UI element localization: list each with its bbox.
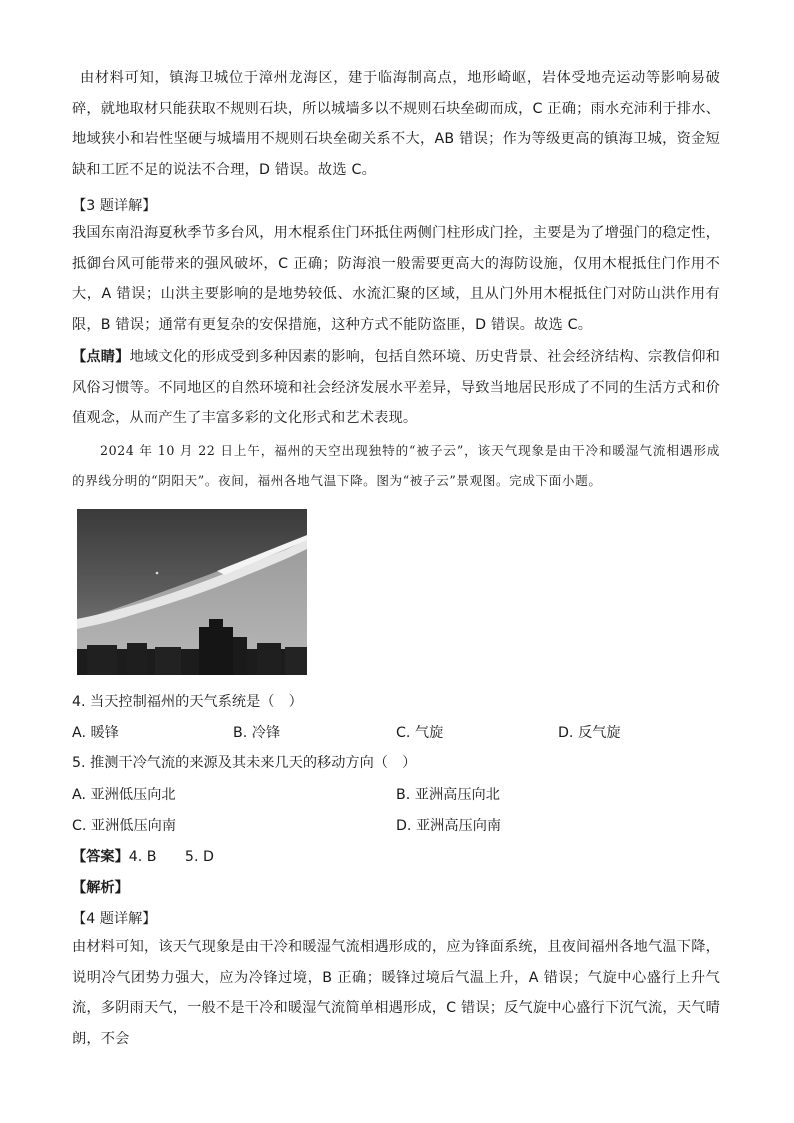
dianjing-label: 【点睛】 [72,349,130,365]
question-5-stem: 5. 推测干冷气流的来源及其未来几天的移动方向（ ） [72,755,417,771]
q5-option-b: B. 亚洲高压向北 [396,787,500,803]
question-4-stem: 4. 当天控制福州的天气系统是（ ） [72,694,303,710]
q4-option-a: A. 暖锋 [72,725,119,741]
q4-option-b: B. 冷锋 [233,725,281,741]
q4-detail-heading: 【4 题详解】 [72,911,157,927]
q4-option-c: C. 气旋 [396,725,444,741]
answer-value: 4. B 5. D [128,849,214,865]
q5-option-a: A. 亚洲低压向北 [72,787,176,803]
dianjing-text: 地域文化的形成受到多种因素的影响，包括自然环境、历史背景、社会经济结构、宗教信仰和风俗习惯等。不同地区的自然环境和社会经济发展水平差异，导致当地居民形成了不同的生活方式和价值观念，从而产生了丰富多彩的文化形式和艺术表现。 [72,349,720,426]
quilt-cloud-photo [77,509,307,675]
q5-option-d: D. 亚洲高压向南 [396,818,502,834]
paragraph-material: 2024 年 10 月 22 日上午，福州的天空出现独特的“被子云”，该天气现象是由干冷和暖湿气流相遇形成的界线分明的“阴阳天”。夜间，福州各地气温下降。图为“被子云”景观图。完成下面小题。 [72,443,720,488]
paragraph-q4-analysis: 由材料可知，该天气现象是由干冷和暖湿气流相遇形成的，应为锋面系统，且夜间福州各地气温下降，说明冷气团势力强大，应为冷锋过境，B 正确；暖锋过境后气温上升，A 错误；气旋中心盛行上升气流，多阴雨天气，一般不是干冷和暖湿气流简单相遇形成，C 错误；反气旋中心盛行下沉气流，天气晴朗，不会 [72,939,720,1047]
analysis-label: 【解析】 [72,880,129,896]
paragraph-q2-analysis: 由材料可知，镇海卫城位于漳州龙海区，建于临海制高点，地形崎岖，岩体受地壳运动等影响易破碎，就地取材只能获取不规则石块，所以城墙多以不规则石块垒砌而成，C 正确；雨水充沛利于排水、地域狭小和岩性坚硬与城墙用不规则石块垒砌关系不大，AB 错误；作为等级更高的镇海卫城，资金短缺和工匠不足的说法不合理，D 错误。故选 C。 [72,70,720,178]
q4-option-d: D. 反气旋 [558,725,621,741]
answer-line [72,847,214,867]
answer-label: 【答案】 [72,849,129,865]
q5-option-c: C. 亚洲低压向南 [72,818,177,834]
paragraph-q3-analysis: 我国东南沿海夏秋季节多台风，用木棍系住门环抵住两侧门柱形成门拴，主要是为了增强门的稳定性，抵御台风可能带来的强风破坏，C 正确；防海浪一般需要更高大的海防设施，仅用木棍抵住门作用不大，A 错误；山洪主要影响的是地势较低、水流汇聚的区域，且从门外用木棍抵住门对防山洪作用有限，B 错误；通常有更复杂的安保措施，这种方式不能防盗匪，D 错误。故选 C。 [72,225,720,333]
q3-heading: 【3 题详解】 [72,198,157,214]
paragraph-dianjing [72,342,720,434]
